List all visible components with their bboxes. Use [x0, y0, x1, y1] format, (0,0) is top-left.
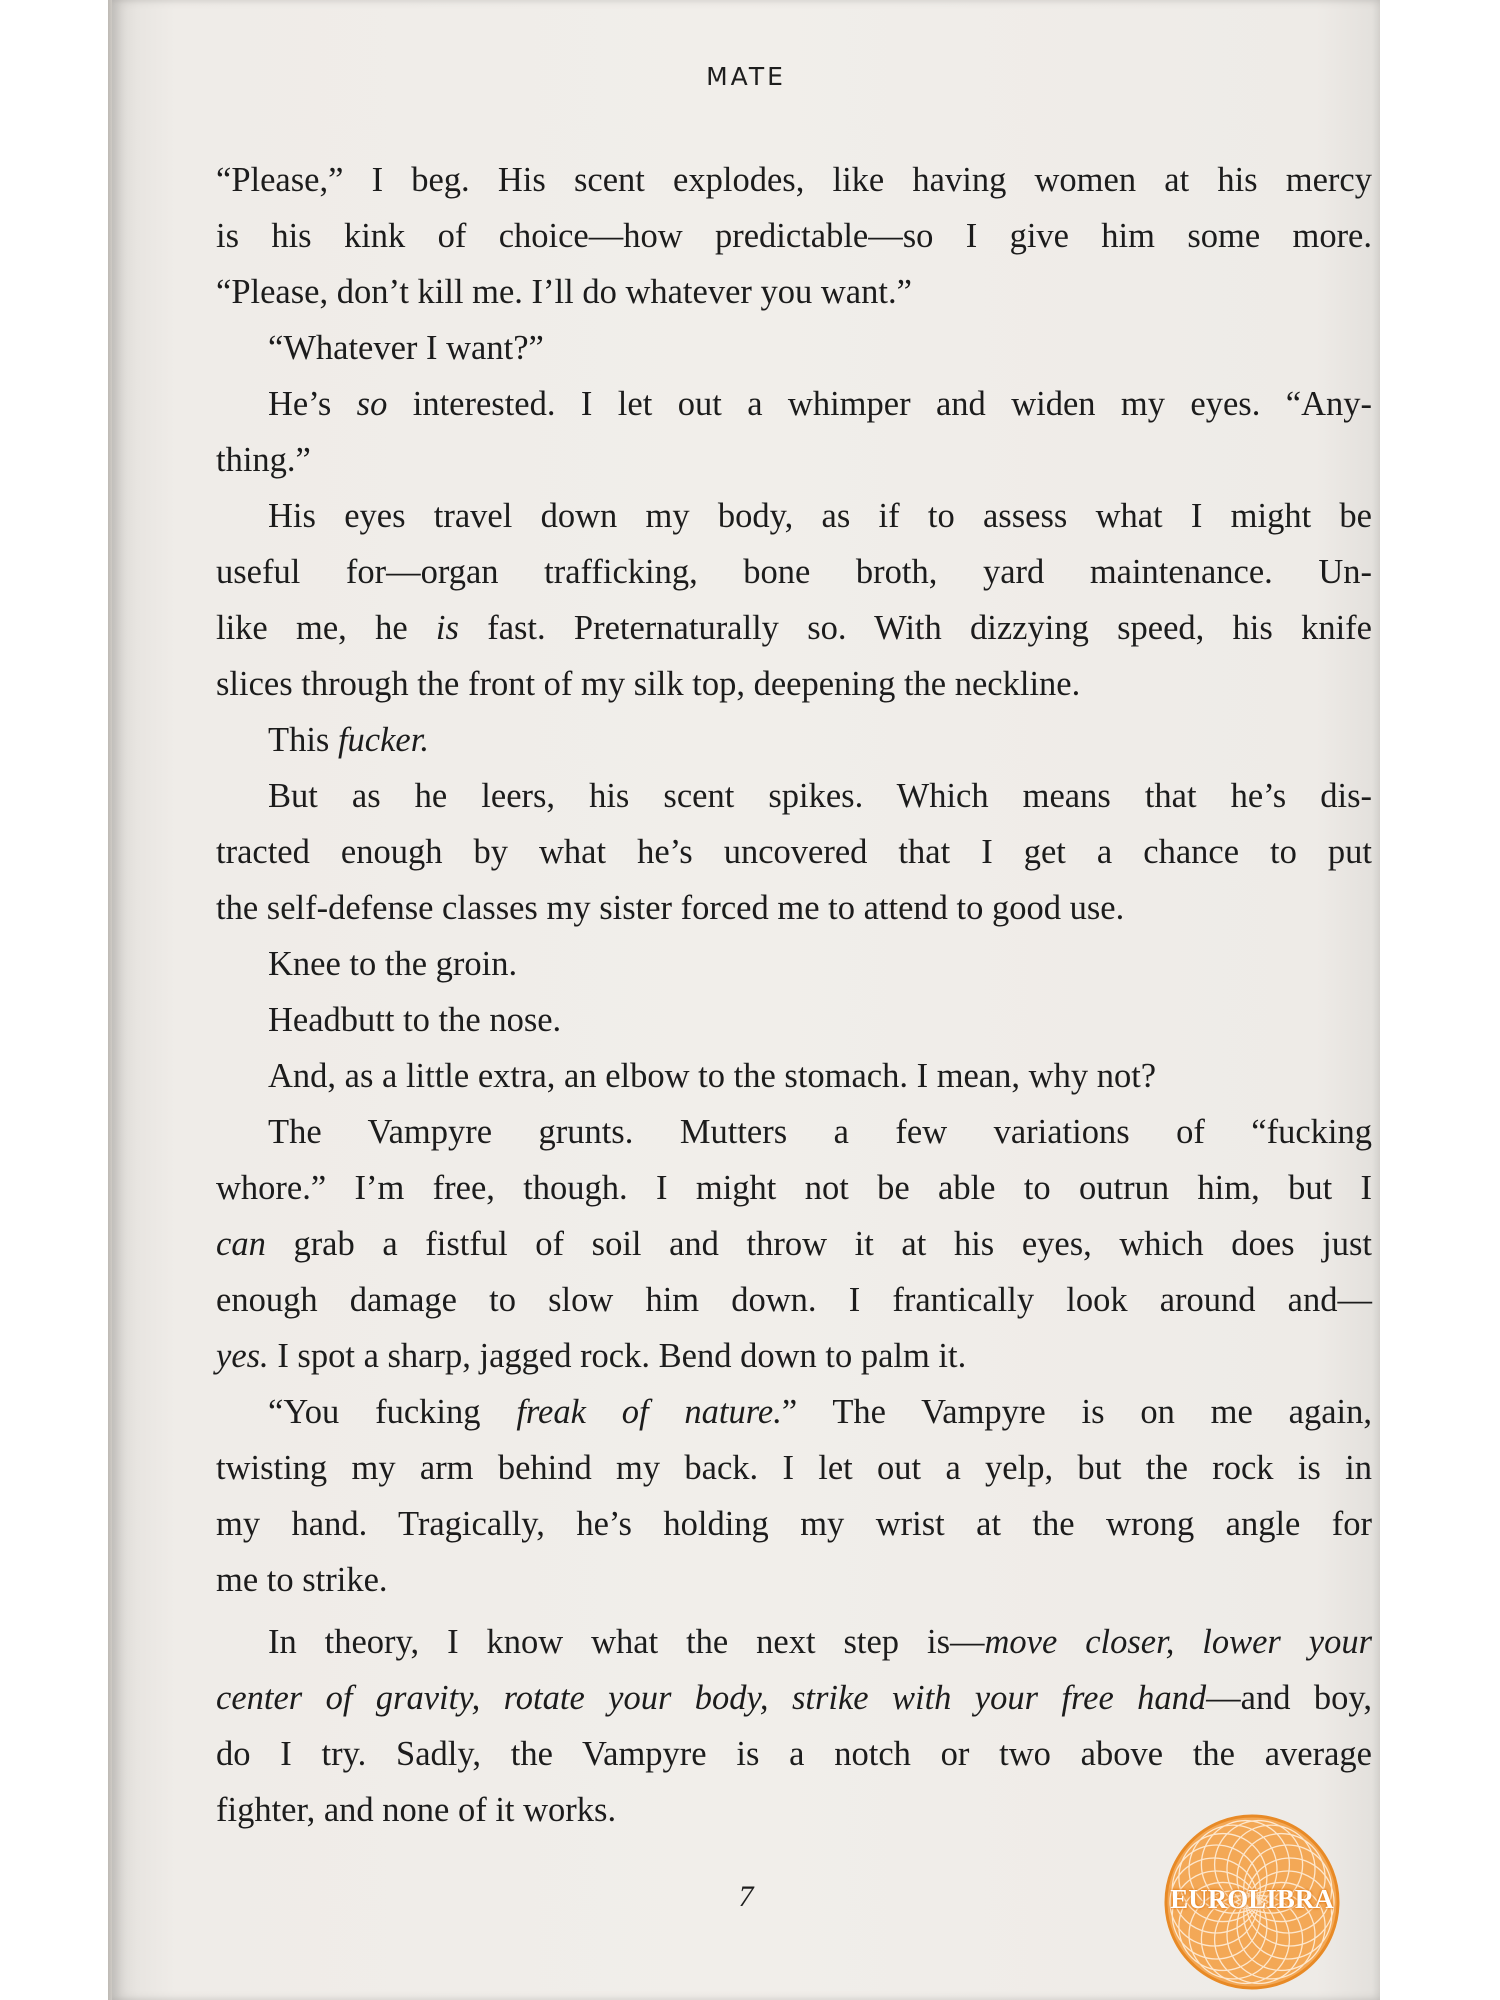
- text-line: [216, 880, 1372, 936]
- text-run: “You fucking: [268, 1393, 517, 1431]
- text-run: thing.”: [216, 441, 311, 479]
- text-run: my hand. Tragically, he’s holding my wrist at the wrong angle for: [216, 1505, 1372, 1543]
- italic-text: yes.: [216, 1337, 269, 1375]
- text-line: [216, 1048, 1372, 1104]
- italic-text: is: [435, 609, 459, 647]
- text-run: twisting my arm behind my back. I let out a yelp, but the rock is in: [216, 1449, 1372, 1487]
- text-run: “Please, don’t kill me. I’ll do whatever you want.”: [216, 273, 912, 311]
- text-run: Headbutt to the nose.: [268, 1001, 562, 1039]
- book-page: [112, 0, 1380, 2000]
- text-run: This: [268, 721, 338, 759]
- text-line: [216, 1670, 1372, 1726]
- text-run: The Vampyre grunts. Mutters a few variations of “fucking: [268, 1113, 1372, 1151]
- text-run: fighter, and none of it works.: [216, 1791, 617, 1829]
- text-line: [216, 208, 1372, 264]
- text-run: like me, he: [216, 609, 436, 647]
- text-run: useful for—organ trafficking, bone broth, yard maintenance. Un-: [216, 553, 1372, 591]
- text-line: [216, 600, 1372, 656]
- text-line: [216, 544, 1372, 600]
- text-line: [216, 1160, 1372, 1216]
- text-run: —and boy,: [1206, 1679, 1372, 1717]
- text-line: [216, 152, 1372, 208]
- text-line: [216, 712, 1372, 768]
- text-line: [216, 264, 1372, 320]
- italic-text: can: [216, 1225, 266, 1263]
- text-line: [216, 824, 1372, 880]
- text-run: But as he leers, his scent spikes. Which means that he’s dis-: [268, 777, 1372, 815]
- text-run: In theory, I know what the next step is—: [268, 1623, 985, 1661]
- text-line: [216, 1552, 1372, 1608]
- italic-text: center of gravity, rotate your body, strike with your free hand: [216, 1679, 1207, 1717]
- text-run: I spot a sharp, jagged rock. Bend down to palm it.: [268, 1337, 967, 1375]
- text-run: the self-defense classes my sister forced me to attend to good use.: [216, 889, 1125, 927]
- text-run: slices through the front of my silk top, deepening the neckline.: [216, 665, 1081, 703]
- text-line: [216, 320, 1372, 376]
- text-line: [216, 768, 1372, 824]
- italic-text: freak of nature.: [516, 1393, 782, 1431]
- text-line: [216, 1384, 1372, 1440]
- text-run: He’s: [268, 385, 357, 423]
- stamp-label: EUROLIBRA: [1170, 1884, 1334, 1914]
- text-run: “Whatever I want?”: [268, 329, 544, 367]
- text-run: me to strike.: [216, 1561, 388, 1599]
- text-line: [216, 432, 1372, 488]
- body-text: [216, 152, 1372, 1838]
- text-line: [216, 1440, 1372, 1496]
- text-line: [216, 656, 1372, 712]
- text-run: is his kink of choice—how predictable—so I give him some more.: [216, 217, 1372, 255]
- text-line: [216, 488, 1372, 544]
- italic-text: so: [356, 385, 388, 423]
- text-line: [216, 1272, 1372, 1328]
- text-run: enough damage to slow him down. I frantically look around and—: [216, 1281, 1372, 1319]
- italic-text: move closer, lower your: [984, 1623, 1372, 1661]
- italic-text: fucker.: [337, 721, 429, 759]
- text-line: [216, 992, 1372, 1048]
- text-line: [216, 1614, 1372, 1670]
- text-line: [216, 1496, 1372, 1552]
- text-line: [216, 376, 1372, 432]
- text-line: [216, 1104, 1372, 1160]
- eurolibra-stamp: [1162, 1812, 1342, 1992]
- text-run: whore.” I’m free, though. I might not be able to outrun him, but I: [216, 1169, 1372, 1207]
- text-line: [216, 1216, 1372, 1272]
- text-run: ” The Vampyre is on me again,: [781, 1393, 1372, 1431]
- text-line: [216, 936, 1372, 992]
- page-number: 7: [738, 1880, 754, 1913]
- text-run: “Please,” I beg. His scent explodes, like having women at his mercy: [216, 161, 1372, 199]
- text-run: do I try. Sadly, the Vampyre is a notch or two above the average: [216, 1735, 1372, 1773]
- text-run: tracted enough by what he’s uncovered that I get a chance to put: [216, 833, 1372, 871]
- text-run: Knee to the groin.: [268, 945, 518, 983]
- running-head: MATE: [706, 62, 786, 91]
- text-run: fast. Preternaturally so. With dizzying speed, his knife: [458, 609, 1372, 647]
- text-run: His eyes travel down my body, as if to assess what I might be: [268, 497, 1372, 535]
- text-run: And, as a little extra, an elbow to the stomach. I mean, why not?: [268, 1057, 1157, 1095]
- text-line: [216, 1726, 1372, 1782]
- text-run: grab a fistful of soil and throw it at his eyes, which does just: [265, 1225, 1372, 1263]
- text-line: [216, 1328, 1372, 1384]
- text-run: interested. I let out a whimper and widen my eyes. “Any-: [387, 385, 1372, 423]
